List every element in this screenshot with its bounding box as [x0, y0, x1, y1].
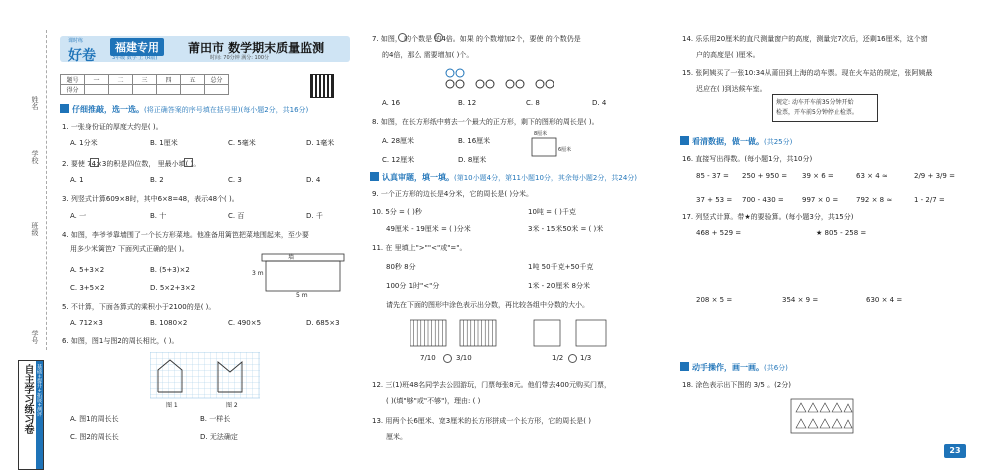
score-cell: 四: [157, 75, 181, 85]
page-number: 23: [944, 444, 966, 458]
question-5: 5. 不计算，下面各算式的乘积小于2100的是( )。: [62, 303, 216, 311]
rect-top-label: 8厘米: [534, 131, 548, 137]
question-11d: 1米 - 20厘米 8分米: [528, 282, 591, 290]
class-label: 班级: [31, 222, 39, 236]
exam-title: 莆田市 数学期末质量监测: [188, 41, 325, 55]
vertical-calc: 208 × 5 =: [696, 296, 733, 304]
section-4-heading: [680, 362, 788, 373]
option[interactable]: A. 1分米: [70, 139, 98, 147]
question-15-line2: 迟应在( )到达候车室。: [696, 85, 767, 93]
calc-item: 997 × 0 =: [802, 196, 839, 204]
logo-small: 课时练: [68, 38, 84, 44]
option[interactable]: D. 4: [592, 99, 607, 107]
option[interactable]: D. 4: [306, 176, 321, 184]
rule-line-2: 检票，开车前5分钟停止检票。: [776, 109, 858, 116]
blank-square: [90, 158, 99, 167]
score-input[interactable]: [109, 85, 133, 95]
question-11b: 1吨 50千克+50千克: [528, 263, 594, 271]
exam-meta: 时间: 70分钟 满分: 100分: [210, 55, 270, 61]
vertical-calc: 630 × 4 =: [866, 296, 903, 304]
question-11a: 80秒 8分: [386, 263, 416, 271]
rule-box: [772, 94, 878, 122]
score-cell: 五: [181, 75, 205, 85]
score-cell: 二: [109, 75, 133, 85]
question-13-line2: 厘米。: [386, 433, 407, 441]
id-label: 学号: [31, 330, 39, 344]
score-cell: 得分: [61, 85, 85, 95]
option[interactable]: B. 2: [150, 176, 164, 184]
section-2-title: 认真审题，填一填。: [382, 173, 454, 182]
section-1-heading: [60, 104, 308, 115]
section-icon: [60, 104, 69, 113]
question-12-line1: 12. 三(1)班48名同学去公园游玩，门票每张8元。他们带去400元购买门票，: [372, 381, 611, 389]
vertical-calc: ★ 805 - 258 =: [816, 229, 867, 237]
score-table: [60, 74, 229, 95]
question-4-line1: 4. 如图，李爷爷靠墙围了一个长方形菜地。他准备用篱笆把菜地围起来，至少要: [62, 231, 309, 239]
compare-circle[interactable]: [568, 354, 577, 363]
option[interactable]: D. 8厘米: [458, 156, 487, 164]
score-cell: 题号: [61, 75, 85, 85]
question-6: 6. 如图，图1与图2的周长相比，( )。: [62, 337, 179, 345]
section-3-heading: [680, 136, 792, 147]
score-input[interactable]: [85, 85, 109, 95]
question-11: 11. 在 里填上">""<"或"="。: [372, 244, 467, 252]
garden-figure: [252, 252, 348, 306]
circles-diagram: [444, 68, 554, 92]
school-label: 学校: [31, 150, 39, 164]
option[interactable]: A. 图1的周长长: [70, 415, 119, 423]
calc-item: 792 × 8 ≈: [856, 196, 893, 204]
calc-item: 700 - 430 =: [742, 196, 784, 204]
question-10a: 10. 5分 = ( )秒: [372, 208, 422, 216]
circle-symbol: [434, 33, 443, 42]
question-10c: 49厘米 - 19厘米 = ( )分米: [386, 225, 471, 233]
figure-2-label: 图 2: [226, 402, 238, 409]
option[interactable]: B. (5+3)×2: [150, 266, 190, 274]
section-3-note: (共25分): [764, 138, 793, 146]
wall-label: 墙: [288, 254, 295, 261]
option[interactable]: B. 1080×2: [150, 319, 188, 327]
question-18: 18. 涂色表示出下图的 3/5 。(2分): [682, 381, 791, 389]
question-14-line2: 户的高度是( )厘米。: [696, 51, 760, 59]
question-16: 16. 直接写出得数。(每小题1分，共10分): [682, 155, 813, 163]
calc-item: 85 - 37 =: [696, 172, 729, 180]
compare-circle[interactable]: [443, 354, 452, 363]
score-input[interactable]: [181, 85, 205, 95]
triangles-diagram[interactable]: [790, 398, 854, 434]
fraction-diagram: [410, 318, 610, 348]
question-4-line2: 用多少米篱笆? 下面列式正确的是( )。: [70, 245, 189, 253]
question-7-line2: 的4倍，那么 需要增加( )个。: [382, 51, 474, 59]
score-cell: 一: [85, 75, 109, 85]
grid-diagram: [150, 352, 260, 402]
option[interactable]: A. 一: [70, 212, 87, 220]
rect-side-label: 6厘米: [558, 147, 572, 153]
option[interactable]: D. 5×2+3×2: [150, 284, 196, 292]
fraction-1-3: 1/3: [580, 354, 592, 362]
option[interactable]: B. 十: [150, 212, 167, 220]
section-icon: [370, 172, 379, 181]
fraction-3-10: 3/10: [456, 354, 472, 362]
question-15-line1: 15. 张阿姨买了一张10:34从莆田到上海的动车票。现在火车站的规定，张阿姨最: [682, 69, 933, 77]
figure-1-label: 图 1: [166, 402, 178, 409]
fraction-7-10: 7/10: [420, 354, 436, 362]
question-7-line1: 7. 如图， 的个数是 的4倍。如果 的个数增加2个，要使 的个数仍是: [372, 35, 581, 43]
triangles-figure: [790, 398, 854, 436]
section-icon: [680, 362, 689, 371]
vertical-calc: 354 × 9 =: [782, 296, 819, 304]
option[interactable]: A. 16: [382, 99, 401, 107]
option[interactable]: D. 无法确定: [200, 433, 238, 441]
question-14-line1: 14. 乐乐用20厘米的直尺测量窗户的高度，测量完7次后，还剩16厘米，这个窗: [682, 35, 928, 43]
region-tag: 福建专用: [110, 38, 164, 56]
question-10d: 3米 - 15米50米 = ( )米: [528, 225, 604, 233]
name-label: 姓名: [31, 96, 39, 110]
question-1: 1. 一张身份证的厚度大约是( )。: [62, 123, 163, 131]
binding-strip: [0, 0, 56, 476]
option[interactable]: A. 712×3: [70, 319, 103, 327]
option[interactable]: A. 1: [70, 176, 84, 184]
calc-item: 250 + 950 =: [742, 172, 788, 180]
section-3-title: 看清数据，做一做。: [692, 137, 764, 146]
question-17: 17. 列竖式计算。带★的要验算。(每小题3分，共15分): [682, 213, 854, 221]
calc-item: 39 × 6 =: [802, 172, 834, 180]
option[interactable]: B. 12: [458, 99, 477, 107]
section-1-note: (将正确答案的序号填在括号里)(每小题2分，共16分): [144, 106, 309, 114]
option[interactable]: A. 5+3×2: [70, 266, 105, 274]
question-12-line2: ( )(填"够"或"不够")，理由: ( ): [386, 397, 481, 405]
exam-header: [60, 36, 350, 98]
rule-line-1: 规定: 动车开车前35分钟开始: [776, 99, 854, 106]
width-label: 3 m: [252, 270, 264, 277]
question-3: 3. 列竖式计算609×8时，其中6×8=48，表示48个( )。: [62, 195, 239, 203]
question-10b: 10吨 = ( )千克: [528, 208, 576, 216]
score-input[interactable]: [133, 85, 157, 95]
section-2-heading: [370, 172, 637, 183]
section-icon: [680, 136, 689, 145]
calc-item: 37 + 53 =: [696, 196, 733, 204]
brand-sub: 基础+提升+拓展+测评: [36, 361, 43, 469]
question-8: 8. 如图，在长方形纸中剪去一个最大的正方形，剩下的图形的周长是( )。: [372, 118, 599, 126]
option[interactable]: B. 1厘米: [150, 139, 178, 147]
fraction-1-2: 1/2: [552, 354, 564, 362]
section-2-note: (第10小题4分，第11小题10分，其余每小题2分，共24分): [454, 174, 637, 182]
grid-figure: [150, 352, 260, 404]
vertical-calc: 468 + 529 =: [696, 229, 742, 237]
question-11c: 100分 1时"<"分: [386, 282, 440, 290]
option[interactable]: C. 8: [526, 99, 540, 107]
option[interactable]: D. 1毫米: [306, 139, 335, 147]
option[interactable]: A. 28厘米: [382, 137, 415, 145]
qr-code: [310, 74, 334, 98]
option[interactable]: B. 16厘米: [458, 137, 491, 145]
score-input[interactable]: [205, 85, 229, 95]
option[interactable]: C. 百: [228, 212, 245, 220]
option[interactable]: D. 千: [306, 212, 323, 220]
fraction-figures: [410, 318, 610, 350]
length-label: 5 m: [296, 292, 308, 299]
score-input[interactable]: [157, 85, 181, 95]
option[interactable]: C. 图2的周长长: [70, 433, 119, 441]
question-13-line1: 13. 用两个长6厘米、宽3厘米的长方形拼成一个长方形，它的周长是( ): [372, 417, 591, 425]
question-9: 9. 一个正方形的边长是4分米，它的周长是( )分米。: [372, 190, 534, 198]
question-11e: 请先在下面的图形中涂色表示出分数，再比较各组中分数的大小。: [386, 301, 589, 309]
calc-item: 63 × 4 ≈: [856, 172, 888, 180]
logo-text: 好卷: [68, 48, 96, 64]
section-4-title: 动手操作，画一画。: [692, 363, 764, 372]
option[interactable]: C. 5毫米: [228, 139, 256, 147]
score-cell: 总分: [205, 75, 229, 85]
circles-figure: [444, 68, 554, 94]
option[interactable]: C. 3+5×2: [70, 284, 105, 292]
option[interactable]: C. 490×5: [228, 319, 262, 327]
option[interactable]: C. 12厘米: [382, 156, 415, 164]
binding-line: [46, 30, 47, 350]
calc-item: 1 - 2/7 =: [914, 196, 945, 204]
section-1-title: 仔细推敲，选一选。: [72, 105, 144, 114]
section-4-note: (共6分): [764, 364, 788, 372]
grade-label: 3年级 数学 上 (R版): [112, 55, 158, 61]
option[interactable]: C. 3: [228, 176, 242, 184]
logo: [64, 38, 106, 64]
question-2: 2. 要使 74×3的积是四位数， 里最小填( )。: [62, 160, 201, 168]
option[interactable]: D. 685×3: [306, 319, 340, 327]
brand-badge: [18, 360, 44, 470]
score-cell: 三: [133, 75, 157, 85]
circle-symbol: [398, 33, 407, 42]
brand-main: 自主学习练习卷: [22, 364, 33, 434]
calc-item: 2/9 + 3/9 =: [914, 172, 955, 180]
blank-square: [184, 158, 193, 167]
option[interactable]: B. 一样长: [200, 415, 231, 423]
